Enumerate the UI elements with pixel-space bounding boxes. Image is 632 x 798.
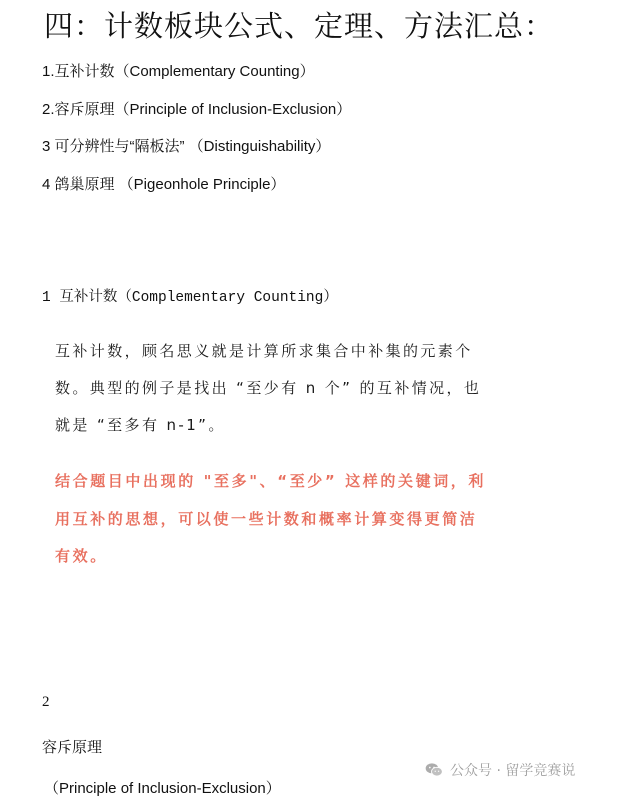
- toc-item-3: 3 可分辨性与“隔板法” （Distinguishability）: [42, 138, 331, 155]
- paragraph-line-1: 互补计数，顾名思义就是计算所求集合中补集的元素个: [55, 342, 473, 360]
- toc-item-4: 4 鸽巢原理 （Pigeonhole Principle）: [42, 176, 286, 193]
- section-1-heading: 1 互补计数（Complementary Counting）: [42, 290, 338, 306]
- watermark-text: 公众号 · 留学竞赛说: [450, 763, 576, 779]
- page-title: 四：计数板块公式、定理、方法汇总：: [44, 9, 555, 43]
- section-2-english: （Principle of Inclusion-Exclusion）: [44, 780, 281, 797]
- highlight-line-1: 结合题目中出现的 "至多"、“至少” 这样的关键词，利: [55, 472, 486, 490]
- wechat-icon: [424, 760, 444, 780]
- toc-item-2: 2.容斥原理（Principle of Inclusion-Exclusion）: [42, 101, 352, 118]
- paragraph-line-2: 数。典型的例子是找出 “至少有 n 个” 的互补情况，也: [55, 379, 482, 397]
- section-2-number: 2: [42, 694, 50, 710]
- highlight-line-3: 有效。: [55, 547, 108, 565]
- paragraph-line-3: 就是 “至多有 n-1”。: [55, 416, 226, 434]
- section-2-name: 容斥原理: [42, 739, 103, 756]
- watermark: [424, 760, 575, 780]
- highlight-line-2: 用互补的思想，可以使一些计数和概率计算变得更简洁: [55, 510, 478, 528]
- toc-item-1: 1.互补计数（Complementary Counting）: [42, 63, 315, 80]
